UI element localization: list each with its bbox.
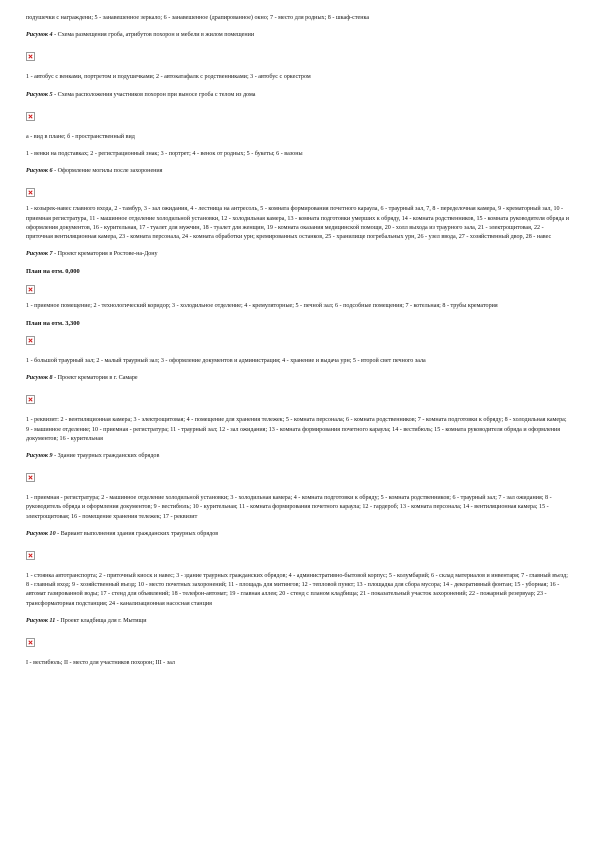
figure-caption xyxy=(26,530,569,539)
legend-text: 1 - приемное помещение; 2 - технологический коридор; 3 - холодильное отделение; 4 - кремуляторные; 5 - печной зал; 6 - подсобные помещения; 7 - котельная; 8 - трубы крематория xyxy=(26,302,498,309)
figure-number: Рисунок 11 xyxy=(26,617,56,624)
figure-number: Рисунок 8 xyxy=(26,375,53,382)
figure-caption-text: - Оформление могилы после захоронения xyxy=(52,168,163,175)
figure-caption-text: - Проект крематория в Ростове-на-Дону xyxy=(52,251,158,258)
figure-number: Рисунок 4 xyxy=(26,32,53,39)
figure-caption xyxy=(26,452,569,461)
legend-text: 1 - реквизит: 2 - вентиляционная камера; 3 - электрощитовая; 4 - помещение для хранения тележек; 5 - комната персонала; 6 - комната родственников; 7 - комната подготовки к обряду; 8 - холодильная камера; 9 - машинное отделение; 10 - приемная - регистратура; 11 - траурный зал; 12 - зал ожидания; 13 - комната формирования почетного караула; 14 - вестибюль; 15 - комната руководителя обряда и оформления документов; 16 - курительная xyxy=(26,417,567,442)
broken-image-icon xyxy=(26,638,35,647)
figure-caption-text: - Проект кладбища для г. Мытищи xyxy=(55,617,147,624)
figure-number: Рисунок 9 xyxy=(26,453,53,460)
broken-image-icon xyxy=(26,52,35,61)
legend-text: 1 - большой траурный зал; 2 - малый траурный зал; 3 - оформление документов и администрация; 4 - хранение и выдача урн; 5 - второй свет печного зала xyxy=(26,358,426,365)
broken-image-icon xyxy=(26,473,35,482)
broken-image-icon xyxy=(26,395,35,404)
broken-image-icon xyxy=(26,188,35,197)
figure-caption xyxy=(26,617,569,626)
legend-text: 1 - автобус с венками, портретом и подушечками; 2 - автокатафалк с родственниками; 3 - автобус с оркестром xyxy=(26,74,311,81)
figure-caption xyxy=(26,374,569,383)
plan-heading: План на отм. 3,300 xyxy=(26,319,80,327)
legend-text: 1 - венки на подставках; 2 - регистрационный знак; 3 - портрет; 4 - венок от родных; 5 - букеты; 6 - вазоны xyxy=(26,151,303,158)
figure-caption-text: - Вариант выполнения здания гражданских траурных обрядов xyxy=(55,530,219,537)
legend-text: а - вид в плане; б - пространственный вид xyxy=(26,133,135,140)
broken-image-icon xyxy=(26,336,35,345)
legend-text: I - вестибюль; II - место для участников похорон; III - зал xyxy=(26,660,175,667)
figure-number: Рисунок 7 xyxy=(26,251,53,258)
figure-caption xyxy=(26,31,569,40)
broken-image-icon xyxy=(26,551,35,560)
figure-caption xyxy=(26,250,569,259)
figure-caption-text: - Схема размещения гроба, атрибутов похорон и мебели в жилом помещении xyxy=(52,32,255,39)
figure-caption-text: - Схема расположения участников похорон при выносе гроба с телом из дома xyxy=(52,91,256,98)
figure-caption-text: - Здание траурных гражданских обрядов xyxy=(52,453,160,460)
figure-number: Рисунок 10 xyxy=(26,530,56,537)
legend-text: подушечки с награждени; 5 - занавешенное зеркало; 6 - занавешенное (драпированное) окно; 7 - место для родных; 8 - шкаф-стенка xyxy=(26,15,370,21)
plan-heading: План на отм. 0,000 xyxy=(26,268,80,276)
legend-text: 1 - стоянка автотранспорта; 2 - приточный киоск и навес; 3 - здание траурных гражданских обрядов; 4 - административно-бытовой корпус; 5 - колумбарий; 6 - склад материалов и инвентаря; 7 - главный въезд; 8 - главный вход; 9 - хозяйственный въезд; 10 - место почетных захоронений; 11 - площадь для митингов; 12 - тепловой пункт; 13 - площадка для сбора мусора; 14 - декоративный фонтан; 15 - уборная; 16 - автомат газированной воды; 17 - стенд для объявлений; 18 - телефон-автомат; 19 - главная аллея; 20 - стенд с планом кладбища; 21 - показательный участок захоронений; 22 - пожарный резервуар; 23 - трансформаторная подстанция; 24 - канализационная насосная станция xyxy=(26,573,568,607)
legend-text: 1 - козырек-навес главного входа, 2 - тамбур, 3 - зал ожидания, 4 - лестница на антресоль, 5 - комната формирования почетного караула, 6 - траурный зал, 7, 8 - переделочная камера, 9 - крематорный зал, 10 - приемная регистратура, 11 - машинное отделение холодильной установки, 12 - холодильная камера, 13 - комната подготовки умерших к обряду, 14 - комната родственников, 15 - комната руководителя обряда и оформления документов, 16 - курительная, 17 - туалет для мужчин, 18 - туалет для женщин, 19 - комната оказания медицинской помощи, 20 - холл выхода из траурного зала, 21 - электрощитовая, 22 - приточная вентиляционная камера, 23 - комната персонала, 24 - комната обработки урн; кремированных останков, 25 - хранилище погребальных урн, 26 - узел ввода, 27 - хозяйственный двор, 28 - навес xyxy=(26,206,569,241)
broken-image-icon xyxy=(26,285,35,294)
broken-image-icon xyxy=(26,112,35,121)
figure-number: Рисунок 6 xyxy=(26,168,53,175)
figure-number: Рисунок 5 xyxy=(26,91,53,98)
figure-caption-text: - Проект крематория в г. Самаре xyxy=(52,375,138,382)
figure-caption xyxy=(26,91,569,100)
legend-text: 1 - приемная - регистратура; 2 - машинное отделение холодильной установки; 3 - холодильная камера; 4 - комната подготовки к обряду; 5 - комната родственников; 6 - траурный зал; 7 - зал ожидания; 8 - руководитель обряда и оформления документов; 9 - вестибюль; 10 - курительная; 11 - комната формирования почетного караула; 12 - гардероб; 13 - комната персонала; 14 - вентиляционная камера; 15 - электрощитовая; 16 - помещение хранения тележек; 17 - реквизит xyxy=(26,495,552,520)
figure-caption xyxy=(26,167,569,176)
